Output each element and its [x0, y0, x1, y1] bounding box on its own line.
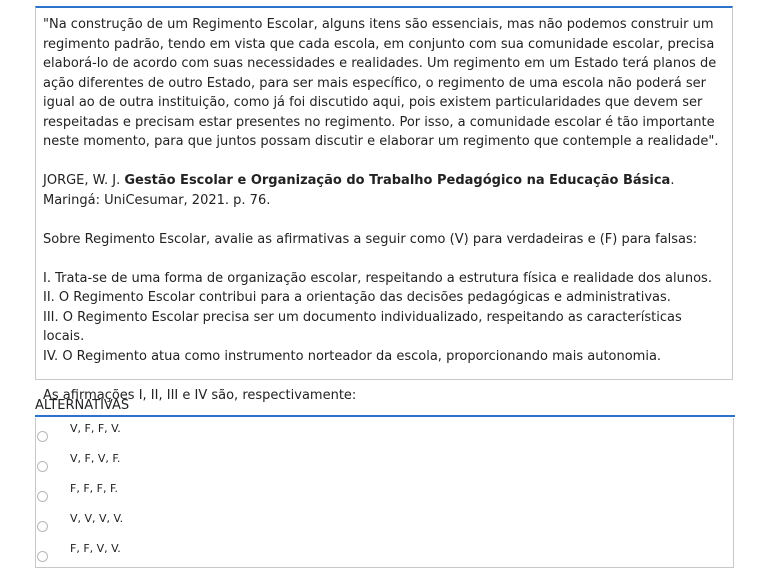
- alternative-label[interactable]: F, F, F, F.: [70, 482, 119, 495]
- radio-button-icon[interactable]: [37, 431, 48, 442]
- radio-button-icon[interactable]: [37, 491, 48, 502]
- alternative-label[interactable]: F, F, V, V.: [70, 542, 121, 555]
- statement-1: I. Trata-se de uma forma de organização escolar, respeitando a estrutura física e realidade dos alunos.: [43, 270, 712, 286]
- reference-rest: . Maringá: UniCesumar, 2021. p. 76.: [43, 173, 675, 208]
- alternatives-header: ALTERNATIVAS: [35, 398, 735, 417]
- radio-button-icon[interactable]: [37, 521, 48, 532]
- radio-button-icon[interactable]: [37, 461, 48, 472]
- statement-4: IV. O Regimento atua como instrumento norteador da escola, proporcionando mais autonomia.: [43, 348, 662, 364]
- alternative-option-3[interactable]: [36, 482, 733, 502]
- alternative-option-2[interactable]: [36, 452, 733, 472]
- question-reference: [43, 171, 724, 210]
- alternative-label[interactable]: V, F, F, V.: [70, 422, 121, 435]
- statement-2: II. O Regimento Escolar contribui para a orientação das decisões pedagógicas e administrativas.: [43, 290, 671, 305]
- radio-button-icon[interactable]: [37, 551, 48, 562]
- question-box: [35, 6, 733, 403]
- question-prompt: As afirmações I, II, III e IV são, respectivamente:: [43, 387, 357, 403]
- statement-3: III. O Regimento Escolar precisa ser um documento individualizado, respeitando as características locais.: [43, 309, 682, 344]
- reference-author: JORGE, W. J.: [43, 173, 125, 188]
- alternative-option-5[interactable]: [36, 542, 733, 562]
- alternative-label[interactable]: V, F, V, F.: [70, 452, 121, 465]
- alternative-option-1[interactable]: [36, 422, 733, 442]
- question-quote: "Na construção de um Regimento Escolar, alguns itens são essenciais, mas não podemos construir um regimento padrão, tendo em vista que cada escola, em conjunto com sua comunidade escolar, precisa elaborá-lo de acordo com suas necessidades e realidades. Um regimento em um Estado terá planos de ação diferentes de outro Estado, para ser mais específico, o regimento de uma escola não poderá ser igual ao de outra instituição, como já foi discutido aqui, pois existem particularidades que devem ser respeitadas e precisam estar presentes no regimento. Por isso, a comunidade escolar é tão importante neste momento, para que juntos possam discutir e elaborar um regimento que contemple a realidade".: [43, 17, 719, 149]
- alternative-label[interactable]: V, V, V, V.: [70, 512, 124, 525]
- question-instruction: Sobre Regimento Escolar, avalie as afirmativas a seguir como (V) para verdadeiras e (F) para falsas:: [43, 231, 698, 247]
- alternatives-list: [35, 418, 734, 568]
- alternative-option-4[interactable]: [36, 512, 733, 532]
- reference-title: Gestão Escolar e Organização do Trabalho Pedagógico na Educação Básica: [124, 173, 671, 188]
